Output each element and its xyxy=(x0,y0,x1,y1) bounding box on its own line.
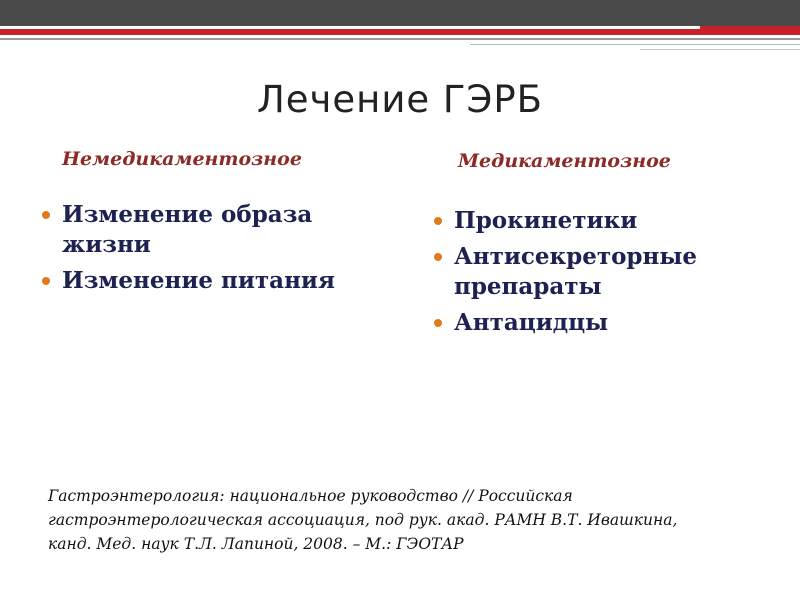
list-item xyxy=(430,242,790,302)
list-item xyxy=(38,266,398,296)
list-item-text: Прокинетики xyxy=(454,207,638,234)
bullet-list-drug xyxy=(430,206,790,344)
slide-title: Лечение ГЭРБ xyxy=(256,78,544,121)
header-divider-line xyxy=(0,38,800,40)
list-item-text: Изменение образа жизни xyxy=(62,201,313,258)
list-item-text: Антацидцы xyxy=(454,309,609,336)
list-item xyxy=(430,206,790,236)
header-red-bar xyxy=(0,29,800,35)
header-divider-line-shortest xyxy=(640,49,800,50)
bullet-icon xyxy=(434,253,442,261)
list-item xyxy=(430,308,790,338)
bullet-icon xyxy=(434,319,442,327)
header-divider-line-short xyxy=(470,44,800,45)
list-item xyxy=(38,200,398,260)
citation-reference: Гастроэнтерология: национальное руководство // Российская гастроэнтерологическая ассоциация, под рук. акад. РАМН В.Т. Ивашкина, канд. Мед. наук Т.Л. Лапиной, 2008. – М.: ГЭОТАР xyxy=(48,487,678,553)
column-heading-non-drug: Немедикаментозное xyxy=(62,148,302,170)
column-heading-drug: Медикаментозное xyxy=(458,150,671,172)
bullet-icon xyxy=(434,217,442,225)
header-band xyxy=(0,0,800,26)
bullet-icon xyxy=(42,277,50,285)
bullet-list-non-drug xyxy=(38,200,398,302)
bullet-icon xyxy=(42,211,50,219)
list-item-text: Изменение питания xyxy=(62,267,335,294)
list-item-text: Антисекреторные препараты xyxy=(454,243,698,300)
